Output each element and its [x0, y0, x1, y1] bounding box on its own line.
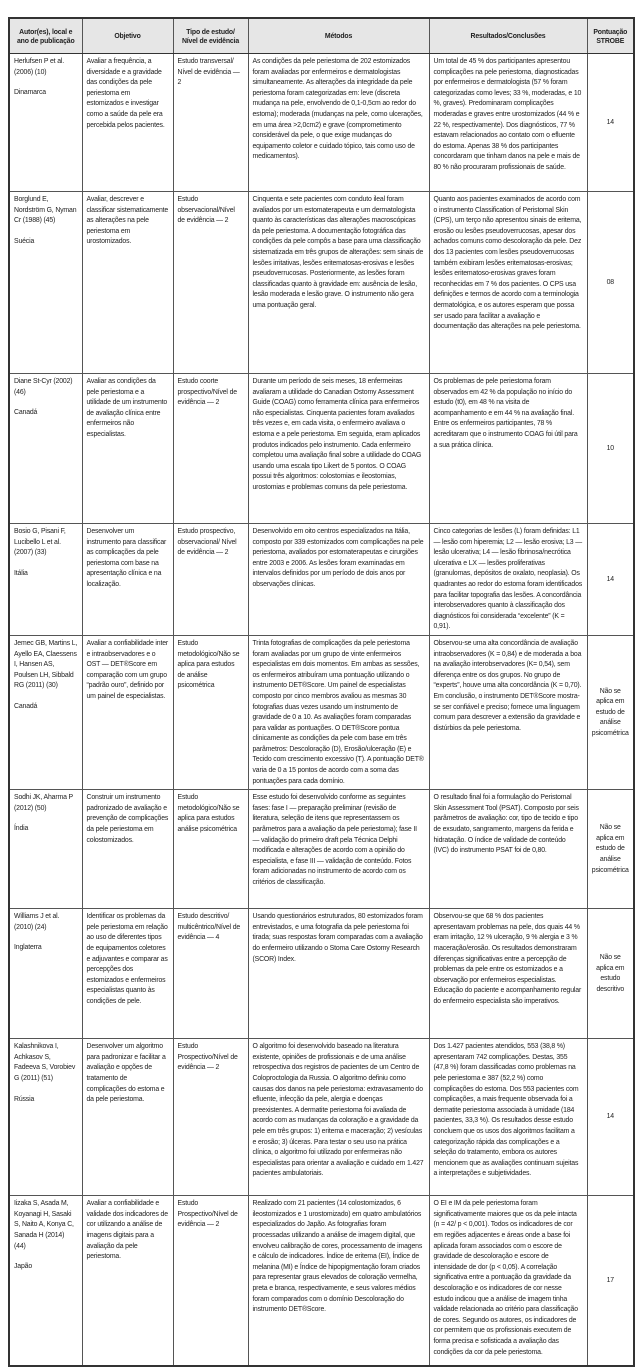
table-row	[9, 192, 634, 374]
study-type-cell: Estudo transversal/ Nível de evidência — 2	[173, 54, 248, 192]
strobe-score-cell: 14	[587, 524, 634, 636]
author-cell	[9, 635, 82, 789]
objective-cell: Desenvolver um algoritmo para padronizar e facilitar a avaliação e opções de tratamento de complicações do estoma e da pele periestoma.	[82, 1039, 173, 1196]
author-cell	[9, 1039, 82, 1196]
table-row	[9, 524, 634, 636]
study-type-cell: Estudo Prospectivo/Nível de evidência — 2	[173, 1039, 248, 1196]
table-row	[9, 635, 634, 789]
author-name: Diane St-Cyr (2002) (46)	[14, 378, 73, 396]
study-type-cell: Estudo metodológico/Não se aplica para estudos de análise psicométrica	[173, 635, 248, 789]
study-type-cell: Estudo prospectivo, observacional/ Nível de evidência — 2	[173, 524, 248, 636]
location: Canadá	[14, 409, 38, 417]
location: Canadá	[14, 702, 38, 710]
results-cell: Observou-se uma alta concordância de avaliação intraobservadores (K = 0,84) e de moderada a boa na avaliação interobservadores (K= 0,54), sem diferença entre os dos grupos. No grupo de “experts”, houve uma alta concordância (K = 0,70). Em conclusão, o instrumento DET®Score mostra-se ser confiável e preciso; fornece uma linguagem comum para descrever a extensão da gravidade e distúrbios da pele periestoma.	[429, 635, 587, 789]
table-row	[9, 790, 634, 909]
table-row	[9, 374, 634, 524]
author-name: Iizaka S, Asada M, Koyanagi H, Sasaki S, Naito A, Konya C, Sanada H (2014) (44)	[14, 1200, 74, 1250]
table-row	[9, 54, 634, 192]
header-methods: Métodos	[248, 18, 429, 54]
study-type-cell: Estudo observacional/Nível de evidência — 2	[173, 192, 248, 374]
strobe-score-cell: 08	[587, 192, 634, 374]
study-type-cell: Estudo descritivo/ multicêntrico/Nível de evidência — 4	[173, 909, 248, 1039]
objective-cell: Identificar os problemas da pele periestoma em relação ao uso de diferentes tipos de equipamentos coletores e adjuvantes e comparar as percepções dos estomizados e enfermeiros especialistas quanto às condições de pele.	[82, 909, 173, 1039]
results-cell: Cinco categorias de lesões (L) foram definidas: L1 — lesão com hiperemia; L2 — lesão erosiva; L3 — lesão ulcerativa; L4 — lesão fibrinosa/necrótica ulcerativa e LX — lesões proliferativas (granulomas, depósitos de oxalato, neoplasia). Os quadrantes ao redor do estoma foram identificados para facilitar topografia das lesões. A concordância interobservadores quanto à classificação dos diagnósticos foi considerada “excelente” (K = 0,91).	[429, 524, 587, 636]
table-header-row	[9, 18, 634, 54]
author-name: Kalashnikova I, Achkasov S, Fadeeva S, Vorobiev G (2011) (51)	[14, 1043, 76, 1083]
author-cell	[9, 524, 82, 636]
strobe-score-cell: 14	[587, 54, 634, 192]
methods-cell: Cinquenta e sete pacientes com conduto ileal foram avaliados por um estomaterapeuta e um dermatologista quanto às características das alterações macroscópicas da pele periestoma. A documentação fotográfica das condições da pele compôs a base para uma classificação sistematizada em três grupos de alterações: sem sinais de lesões irritativas, lesões eritematosas-erosivas e lesões pseudoverrucosas. Posteriormente, as lesões foram classificadas quanto à gravidade em: ausência de lesão, lesão moderada e lesão grave. O instrumento não gera uma pontuação geral.	[248, 192, 429, 374]
methods-cell: Esse estudo foi desenvolvido conforme as seguintes fases: fase I — preparação preliminar (revisão de literatura, seleção de itens que representassem os parâmetros para a avaliação da pele periestoma); fase II — validação do primeiro draft pela Técnica Delphi modificada e alterações de acordo com a opinião do especialista, e fase III — validação de conteúdo. Fotos foram adicionadas no instrumento de acordo com os critérios de classificação.	[248, 790, 429, 909]
location: Índia	[14, 825, 29, 833]
results-cell: Os problemas de pele periestoma foram observados em 42 % da população no início do estudo (t0), em 48 % na visita de acompanhamento e em 44 % na avaliação final. Entre os enfermeiros participantes, 78 % acreditaram que o instrumento COAG foi útil para a sua prática clínica.	[429, 374, 587, 524]
strobe-score-cell: 17	[587, 1196, 634, 1366]
author-cell	[9, 1196, 82, 1366]
results-cell: Quanto aos pacientes examinados de acordo com o instrumento Classification of Peristomal Skin (CPS), um terço não apresentou sinais de eritema, erosão ou lesões pseudoverrucosas, apesar dos achados comuns como descoloração da pele. Dez dos 13 pacientes com lesões pseudoverrucosas também exibiram lesões eritematosas-erosivas; lesões eritematoso-erosivas graves foram reconhecidas em 7 % dos pacientes. O CPS usa definições e termos de acordo com a terminologia dermatológica, e os autores esperam que possa ser usado para facilitar a avaliação e documentação das alterações na pele periestoma.	[429, 192, 587, 374]
results-cell: O resultado final foi a formulação do Peristomal Skin Assessment Tool (PSAT). Composto por seis parâmetros de avaliação: cor, tipo de tecido e tipo de exsudato, sangramento, margens da ferida e hidratação. O índice de validade de conteúdo (IVC) do instrumento PSAT foi de 0,80.	[429, 790, 587, 909]
header-author: Autor(es), local e ano de publicação	[9, 18, 82, 54]
objective-cell: Avaliar a confiabilidade e validade dos indicadores de cor utilizando a análise de imagens digitais para a avaliação da pele periestoma.	[82, 1196, 173, 1366]
methods-cell: Usando questionários estruturados, 80 estomizados foram entrevistados, e uma fotografia da pele periestoma foi tirada; suas respostas foram comparadas com a avaliação do enfermeiro utilizando o Stoma Care Ostomy Research (SCOR) Index.	[248, 909, 429, 1039]
results-cell: Dos 1.427 pacientes atendidos, 553 (38,8 %) apresentaram 742 complicações. Destas, 355 (47,8 %) foram classificadas como problemas na pele periestoma e 387 (52,2 %) como complicações do estoma. Dos 553 pacientes com complicações, a mais frequente observada foi a dermatite periestoma associada à umidade (184 pacientes, 33,3 %). Os resultados desse estudo concluem que os usos dos algoritmos facilitam a categorização rápida das complicações e a seleção do tratamento, embora os autores mencionem que as avaliações continuam sujeitas a interpretações e subjetividades.	[429, 1039, 587, 1196]
author-name: Jemec GB, Martins L, Ayello EA, Claessens I, Hansen AS, Poulsen LH, Sibbald RG (2011) (30)	[14, 639, 78, 690]
objective-cell: Avaliar a confiabilidade inter e intraobservadores e o OST — DET®Score em comparação com um grupo “padrão ouro”, definido por um painel de especialistas.	[82, 635, 173, 789]
location: Inglaterra	[14, 944, 42, 952]
header-objective: Objetivo	[82, 18, 173, 54]
location: Suécia	[14, 237, 35, 245]
table-row	[9, 1039, 634, 1196]
author-cell	[9, 192, 82, 374]
location: Japão	[14, 1263, 33, 1271]
author-cell	[9, 790, 82, 909]
study-type-cell: Estudo Prospectivo/Nível de evidência — 2	[173, 1196, 248, 1366]
objective-cell: Avaliar a frequência, a diversidade e a gravidade das condições da pele periestoma em estomizados e investigar como a saúde da pele era percebida pelos pacientes.	[82, 54, 173, 192]
methods-cell: O algoritmo foi desenvolvido baseado na literatura existente, opiniões de profissionais e de uma análise retrospectiva dos registros de pacientes de um Centro de Coloproctologia da Russia. O algoritmo definiu como causas dos danos na pele periestoma: extravasamento do efluente, infecção da pele, alergia e doenças preexistentes. A dermatite periestoma foi avaliada de acordo com as mudanças da coloração e a gravidade da pele em três grupos: 1) eritema e maceração; 2) vesículas e erosão; 3) úlceras. Para testar o seu uso na prática clínica, o algoritmo foi utilizado por enfermeiras não especialistas para orientar a avaliação e cuidado em 1.427 pacientes ambulatoriais.	[248, 1039, 429, 1196]
author-name: Williams J et al. (2010) (24)	[14, 913, 60, 931]
author-cell	[9, 909, 82, 1039]
objective-cell: Construir um instrumento padronizado de avaliação e prevenção de complicações da pele periestoma em colostomizados.	[82, 790, 173, 909]
header-results: Resultados/Conclusões	[429, 18, 587, 54]
table-row	[9, 909, 634, 1039]
study-type-cell: Estudo metodológico/Não se aplica para estudos análise psicométrica	[173, 790, 248, 909]
author-name: Sodhi JK, Aharma P (2012) (50)	[14, 794, 73, 812]
results-cell: O EI e IM da pele periestoma foram significativamente maiores que os da pele intacta (n = 42/ p < 0,001). Todos os indicadores de cor em regiões adjacentes e áreas onde a base foi aplicada foram associados com o escore de gravidade de descoloração e escore de intensidade de dor (p < 0,05). A correlação significativa entre a pontuação da gravidade da descoloração e os indicadores de cor nesse estudo indicou que a análise de imagem tinha validade relacionada ao critério para classificação de cores. Segundo os autores, os indicadores de cor permitem que os profissionais executem de forma precisa e sofisticada a avaliação das condições da cor da pele periestoma.	[429, 1196, 587, 1366]
objective-cell: Avaliar as condições da pele periestoma e a utilidade de um instrumento de avaliação clínica entre enfermeiros não especialistas.	[82, 374, 173, 524]
methods-cell: Desenvolvido em oito centros especializados na Itália, composto por 339 estomizados com complicações na pele periestoma, avaliados por estomaterapeutas e cirurgiões entre 2003 e 2006. As lesões foram examinadas em intervalos definidos por um período de dois anos por observações clínicas.	[248, 524, 429, 636]
strobe-score-cell: 10	[587, 374, 634, 524]
table-row	[9, 1196, 634, 1366]
strobe-score-cell: 14	[587, 1039, 634, 1196]
studies-table	[8, 17, 635, 1367]
header-type: Tipo de estudo/ Nível de evidência	[173, 18, 248, 54]
strobe-score-cell: Não se aplica em estudo de análise psicométrica	[587, 635, 634, 789]
results-cell: Observou-se que 68 % dos pacientes apresentavam problemas na pele, dos quais 44 % eram irritação, 12 % ulceração, 9 % alergia e 3 % maceração/erosão. Os resultados demonstraram diferenças significativas entre a percepção de problemas da pele entre os estomizados e a observação por enfermeiros especialistas. Educação do paciente e acompanhamento regular do enfermeiro especialista são imperativos.	[429, 909, 587, 1039]
strobe-score-cell: Não se aplica em estudo de análise psicométrica	[587, 790, 634, 909]
study-type-cell: Estudo coorte prospectivo/Nível de evidência — 2	[173, 374, 248, 524]
location: Dinamarca	[14, 89, 46, 97]
location: Itália	[14, 569, 28, 577]
objective-cell: Avaliar, descrever e classificar sistematicamente as alterações na pele periestoma em urostomizados.	[82, 192, 173, 374]
author-name: Borglund E, Nordström G, Nyman Cr (1988) (45)	[14, 196, 77, 225]
methods-cell: Realizado com 21 pacientes (14 colostomizados, 6 ileostomizados e 1 urostomizado) em quatro ambulatórios especializados do Japão. As fotografias foram processadas utilizando a análise de imagem digital, que envolveu calibração de cores, processamento de imagens e cálculo de indicadores. Índice de eritema (EI), Índice de melanina (MI) e Índice de hipopigmentação foram criados para representar graus elevados de coloração vermelha, preta e branca, respectivamente, e seus valores médios foram comparados com o domínio Descoloração do instrumento DET®Score.	[248, 1196, 429, 1366]
methods-cell: As condições da pele periestoma de 202 estomizados foram avaliadas por enfermeiros e dermatologistas simultaneamente. As alterações da integridade da pele periestoma foram categorizadas em: leve (discreta mudança na pele, envolvendo de 0,1-0,5cm ao redor do estoma); moderada (mudanças na pele, como ulcerações, em uma área >2,0cm2) e grave (comprometimento considerável da pele, o que exige mudanças do equipamento coletor e cuidado tópico, tais como uso de medicamentos).	[248, 54, 429, 192]
location: Rússia	[14, 1095, 35, 1103]
objective-cell: Desenvolver um instrumento para classificar as complicações da pele periestoma com base na apresentação clínica e na localização.	[82, 524, 173, 636]
strobe-score-cell: Não se aplica em estudo descritivo	[587, 909, 634, 1039]
methods-cell: Trinta fotografias de complicações da pele periestoma foram avaliadas por um grupo de vinte enfermeiros especialistas em dois momentos. Em ambas as sessões, os enfermeiros atribuíram uma pontuação utilizando o instrumento DET®Score. Um painel de especialistas composto por cinco membros avaliou as mesmas 30 fotografias duas vezes usando um instrumento de gravidade de 0 a 10. As avaliações foram comparadas para validar as pontuações. O DET®Score pontua clinicamente as condições da pele com base em três parâmetros: Descoloração (D), Erosão/ulceração (E) e Tecido com crescimento excessivo (T). A pontuação DET® varia de 0 a 15 pontos de acordo com a soma das pontuações para cada domínio.	[248, 635, 429, 789]
author-cell	[9, 374, 82, 524]
author-name: Bosio G, Pisani F, Lucibello L et al. (2007) (33)	[14, 528, 66, 557]
author-cell	[9, 54, 82, 192]
results-cell: Um total de 45 % dos participantes apresentou complicações na pele periestoma, diagnosticadas por enfermeiros e dermatologista (57 % foram categorizadas como leves; 33 %, moderadas, e 10 %, graves). Predominaram complicações moderadas e graves entre urostomizados (44 % e 22 %, respectivamente). Dos diagnósticos, 77 % estavam relacionados ao contato com o efluente do estoma. Apenas 38 % dos participantes concordaram que tinham danos na pele e mais de 80 % não procuraram profissionais de saúde.	[429, 54, 587, 192]
methods-cell: Durante um período de seis meses, 18 enfermeiras avaliaram a utilidade do Canadian Ostomy Assessment Guide (COAG) como ferramenta clínica para enfermeiros não especialistas. Cinquenta pacientes foram avaliados três vezes e, em cada visita, o enfermeiro avaliava o estoma e a pele periestoma. Em seguida, eram aplicados produtos indicados pelo instrumento. Cada enfermeiro completou uma avaliação final sobre a utilidade do COAG usando uma escala tipo Likert de 5 pontos. O COAG possui três algoritmos: colostomias e ileostomias, urostomias e problemas comuns da pele periestoma.	[248, 374, 429, 524]
header-score: Pontuação STROBE	[587, 18, 634, 54]
author-name: Herlufsen P et al. (2006) (10)	[14, 58, 65, 76]
